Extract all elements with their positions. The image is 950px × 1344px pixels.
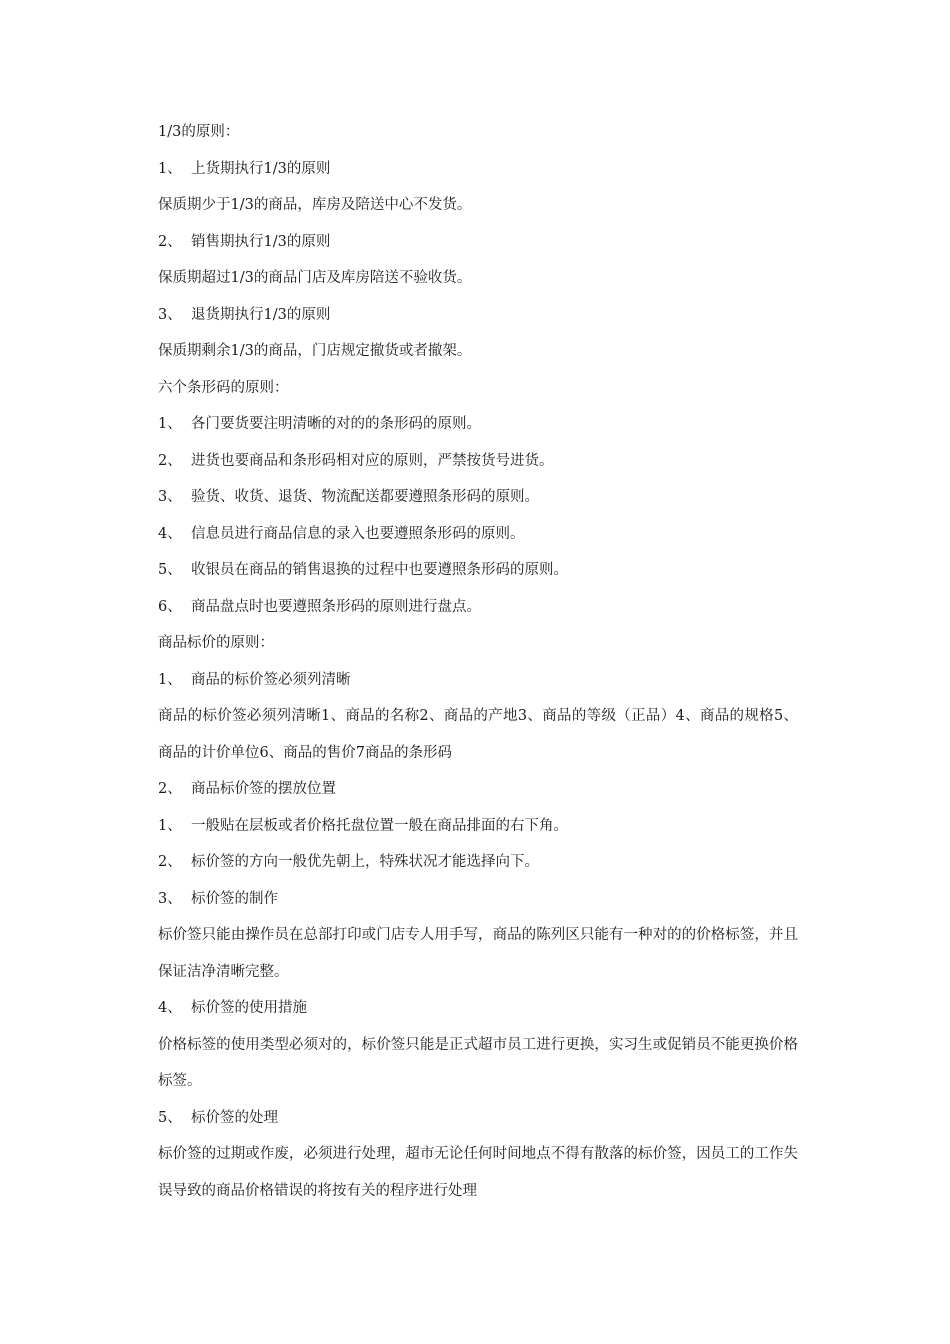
item-text: 上货期执行1/3的原则: [191, 160, 331, 177]
section-title-price-label: 商品标价的原则：: [158, 635, 274, 651]
item-number: 2、: [158, 854, 182, 870]
list-item: [158, 662, 798, 699]
document-page: [158, 114, 798, 1209]
item-text: 进货也要商品和条形码相对应的原则，严禁按货号进货。: [191, 452, 554, 469]
item-text: 信息员进行商品信息的录入也要遵照条形码的原则。: [191, 525, 525, 542]
section-title-barcode: 六个条形码的原则：: [158, 379, 289, 396]
item-description: 保质期剩余1/3的商品，门店规定撤货或者撤架。: [158, 343, 472, 359]
list-item: [158, 552, 798, 589]
list-item: [158, 589, 798, 626]
item-number: 1、: [158, 160, 182, 177]
list-item: [158, 297, 798, 334]
item-number: 3、: [158, 306, 182, 323]
section-title-one-third: 1/3的原则：: [158, 124, 240, 140]
list-item: [158, 990, 798, 1027]
sub-list-item: [158, 844, 798, 881]
item-text: 商品盘点时也要遵照条形码的原则进行盘点。: [191, 598, 481, 615]
item-description: 标价签只能由操作员在总部打印或门店专人用手写，商品的陈列区只能有一种对的的价格标签，并且保证洁净清晰完整。: [158, 927, 798, 980]
item-number: 1、: [158, 416, 182, 432]
item-text: 各门要货要注明清晰的对的的条形码的原则。: [191, 416, 481, 432]
list-item: [158, 1100, 798, 1137]
item-number: 2、: [158, 233, 182, 250]
item-text: 商品的标价签必须列清晰: [191, 671, 351, 688]
item-number: 3、: [158, 489, 182, 505]
list-item: [158, 443, 798, 480]
item-number: 1、: [158, 671, 182, 688]
item-description: 保质期超过1/3的商品门店及库房陪送不验收货。: [158, 270, 472, 286]
item-number: 2、: [158, 452, 182, 469]
item-number: 4、: [158, 525, 182, 542]
sub-list-item: [158, 808, 798, 845]
item-number: 4、: [158, 1000, 182, 1016]
item-number: 6、: [158, 598, 182, 615]
item-number: 3、: [158, 890, 182, 907]
item-number: 2、: [158, 781, 182, 797]
item-text: 一般贴在层板或者价格托盘位置一般在商品排面的右下角。: [191, 817, 568, 834]
list-item: [158, 771, 798, 808]
list-item: [158, 479, 798, 516]
item-text: 验货、收货、退货、物流配送都要遵照条形码的原则。: [191, 489, 539, 505]
list-item: [158, 881, 798, 918]
item-text: 标价签的使用措施: [191, 1000, 307, 1016]
item-number: 5、: [158, 562, 182, 578]
item-description: 保质期少于1/3的商品，库房及陪送中心不发货。: [158, 197, 472, 213]
item-text: 标价签的制作: [191, 890, 278, 907]
item-description: 标价签的过期或作废，必须进行处理，超市无论任何时间地点不得有散落的标价签，因员工的工作失误导致的商品价格错误的将按有关的程序进行处理: [158, 1146, 798, 1199]
item-number: 5、: [158, 1109, 182, 1126]
item-text: 商品标价签的摆放位置: [191, 781, 336, 797]
item-text: 标价签的方向一般优先朝上，特殊状况才能选择向下。: [191, 854, 539, 870]
list-item: [158, 224, 798, 261]
list-item: [158, 516, 798, 553]
item-description: 商品的标价签必须列清晰1、商品的名称2、商品的产地3、商品的等级（正品）4、商品的规格5、商品的计价单位6、商品的售价7商品的条形码: [158, 708, 798, 761]
item-text: 收银员在商品的销售退换的过程中也要遵照条形码的原则。: [191, 562, 568, 578]
item-text: 标价签的处理: [191, 1109, 278, 1126]
item-text: 销售期执行1/3的原则: [191, 233, 331, 250]
list-item: [158, 406, 798, 443]
item-text: 退货期执行1/3的原则: [191, 306, 331, 323]
item-number: 1、: [158, 817, 182, 834]
list-item: [158, 151, 798, 188]
item-description: 价格标签的使用类型必须对的，标价签只能是正式超市员工进行更换，实习生或促销员不能更换价格标签。: [158, 1036, 798, 1089]
